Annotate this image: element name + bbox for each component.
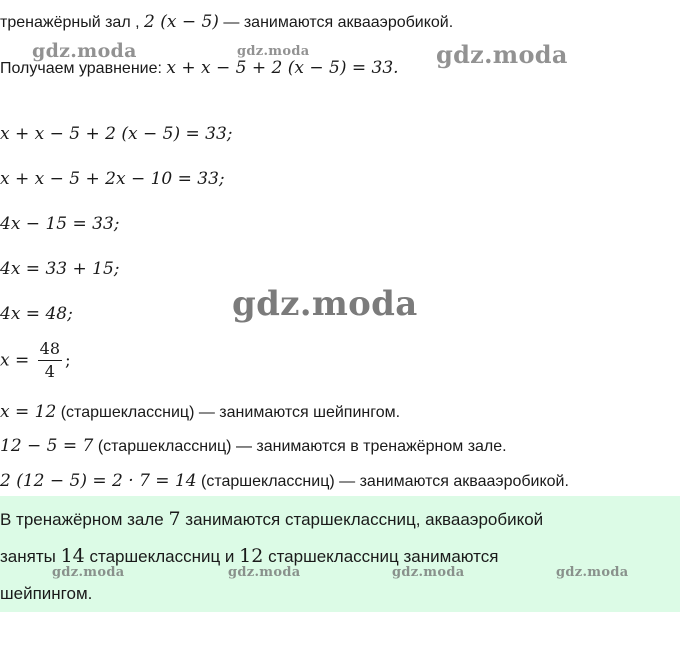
answer-block: [0, 496, 680, 612]
equation-8-math: 12 − 5 = 7: [0, 436, 94, 456]
line-2-math: x + x − 5 + 2 (x − 5) = 33.: [166, 58, 399, 78]
answer-1-post: занимаются старшеклассниц, аквааэробикой: [180, 510, 544, 529]
equation-7: [0, 402, 400, 423]
answer-line-3: шейпингом.: [0, 584, 93, 603]
fraction-denominator: 4: [44, 362, 55, 381]
fraction-numerator: 48: [38, 338, 62, 361]
text-line-1: [0, 12, 453, 33]
equation-5: 4x = 48;: [0, 304, 73, 324]
equation-1: x + x − 5 + 2 (x − 5) = 33;: [0, 124, 233, 144]
equation-7-math: x = 12: [0, 402, 57, 422]
equation-3: 4x − 15 = 33;: [0, 214, 120, 234]
answer-2-number-2: 12: [239, 545, 264, 567]
watermark: gdz.moda: [392, 565, 465, 580]
line-2-text: Получаем уравнение:: [0, 60, 167, 77]
watermark: gdz.moda: [556, 565, 629, 580]
equation-6: [0, 338, 71, 383]
answer-2-pre: заняты: [0, 547, 61, 566]
answer-1-number: 7: [168, 508, 181, 530]
line-1-tail: — занимаются аквааэробикой.: [218, 14, 454, 31]
line-1-math: 2 (x − 5): [143, 12, 219, 32]
watermark: gdz.moda: [232, 284, 418, 324]
answer-2-mid: старшеклассниц и: [84, 547, 240, 566]
equation-2: x + x − 5 + 2x − 10 = 33;: [0, 169, 225, 189]
answer-1-pre: В тренажёрном зале: [0, 510, 169, 529]
equation-9: [0, 471, 569, 492]
answer-2-post: старшеклассниц занимаются: [263, 547, 499, 566]
equation-4: 4x = 33 + 15;: [0, 259, 120, 279]
equation-9-math: 2 (12 − 5) = 2 · 7 = 14: [0, 471, 197, 491]
watermark: gdz.moda: [436, 40, 568, 69]
answer-2-number-1: 14: [60, 545, 85, 567]
watermark: gdz.moda: [237, 44, 310, 59]
line-1-text: тренажёрный зал ,: [0, 14, 144, 31]
equation-6-lhs: x =: [0, 350, 35, 371]
watermark: gdz.moda: [228, 565, 301, 580]
equation-8-text: (старшеклассниц) — занимаются в тренажёрном зале.: [93, 438, 507, 455]
answer-line-1: [0, 508, 543, 531]
watermark: gdz.moda: [32, 40, 137, 62]
fraction: [38, 338, 62, 383]
watermark: gdz.moda: [52, 565, 125, 580]
equation-9-text: (старшеклассниц) — занимаются аквааэробикой.: [196, 473, 569, 490]
equation-6-tail: ;: [65, 350, 71, 371]
equation-7-text: (старшеклассниц) — занимаются шейпингом.: [56, 404, 401, 421]
equation-8: [0, 436, 507, 457]
